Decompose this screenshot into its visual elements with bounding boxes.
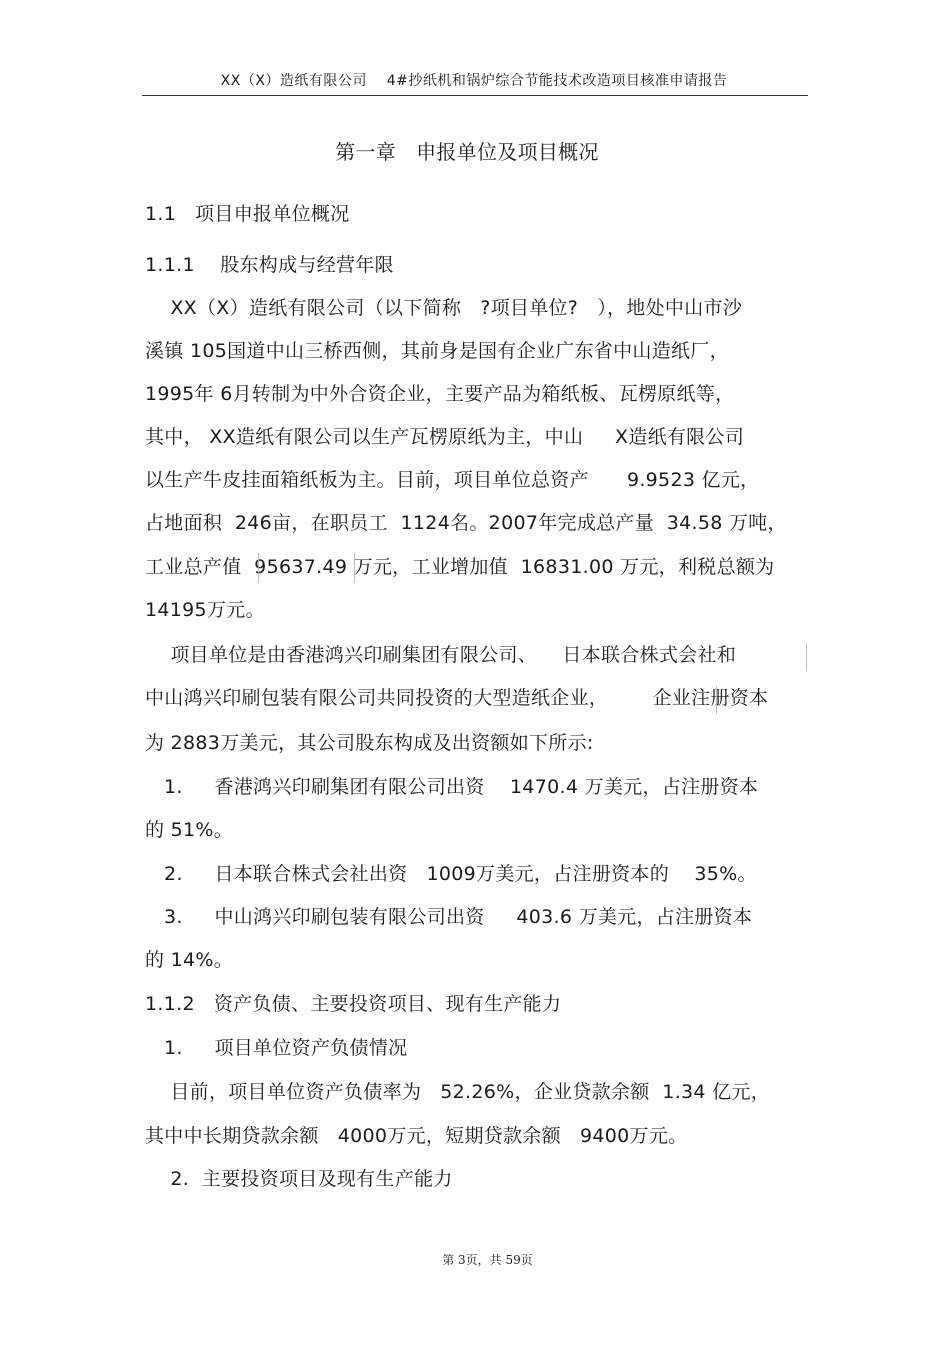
para-1-line: 工业总产值 95637.49 万元，工业增加值 16831.00 万元，利税总额为 (145, 556, 775, 578)
para-1-line: 1995年 6月转制为中外合资企业，主要产品为箱纸板、瓦楞原纸等， (145, 383, 735, 405)
edge-tick (258, 553, 259, 583)
chapter-title: 第一章 申报单位及项目概况 (335, 140, 599, 164)
para-1-line: 以生产牛皮挂面箱纸板为主。目前，项目单位总资产 9.9523 亿元， (145, 469, 760, 491)
page-number-footer: 第 3页，共 59页 (442, 1253, 533, 1267)
edge-tick (354, 553, 355, 583)
shareholder-item: 2. 日本联合株式会社出资 1009万美元，占注册资本的 35%。 (145, 863, 757, 885)
item-title: 1. 项目单位资产负债情况 (145, 1037, 408, 1059)
header-rule (142, 95, 808, 96)
para-1-line: 14195万元。 (145, 599, 265, 621)
shareholder-item: 3. 中山鸿兴印刷包装有限公司出资 403.6 万美元，占注册资本 (145, 906, 753, 928)
shareholder-item: 的 14%。 (145, 949, 234, 971)
para-2-line: 项目单位是由香港鸿兴印刷集团有限公司、 日本联合株式会社和 (145, 644, 737, 666)
shareholder-item: 1. 香港鸿兴印刷集团有限公司出资 1470.4 万美元，占注册资本 (145, 776, 759, 798)
para-2-line: 中山鸿兴印刷包装有限公司共同投资的大型造纸企业， 企业注册资本 (145, 687, 769, 709)
subsection-heading-1: 1.1.1 股东构成与经营年限 (145, 254, 394, 276)
para-1-line: 其中， XX造纸有限公司以生产瓦楞原纸为主，中山 X造纸有限公司 (145, 426, 745, 448)
edge-tick (806, 643, 807, 671)
para-1-line: 占地面积 246亩，在职员工 1124名。2007年完成总产量 34.58 万吨， (145, 512, 787, 534)
para-1-line: 溪镇 105国道中山三桥西侧，其前身是国有企业广东省中山造纸厂， (145, 340, 729, 362)
shareholder-item: 的 51%。 (145, 819, 234, 841)
section-heading: 1.1 项目申报单位概况 (145, 203, 350, 225)
subsection-heading-2: 1.1.2 资产负债、主要投资项目、现有生产能力 (145, 993, 562, 1015)
running-header: XX（X）造纸有限公司 4#抄纸机和锅炉综合节能技术改造项目核准申请报告 (220, 73, 728, 89)
edge-tick (716, 686, 717, 714)
item-title: 2. 主要投资项目及现有生产能力 (145, 1168, 453, 1190)
para-1-line: XX（X）造纸有限公司（以下简称 ?项目单位? ），地处中山市沙 (145, 297, 743, 319)
para-2-line: 为 2883万美元，其公司股东构成及出资额如下所示: (145, 732, 594, 754)
para-3-line: 目前，项目单位资产负债率为 52.26%，企业贷款余额 1.34 亿元， (145, 1081, 771, 1103)
para-3-line: 其中中长期贷款余额 4000万元，短期贷款余额 9400万元。 (145, 1125, 688, 1147)
